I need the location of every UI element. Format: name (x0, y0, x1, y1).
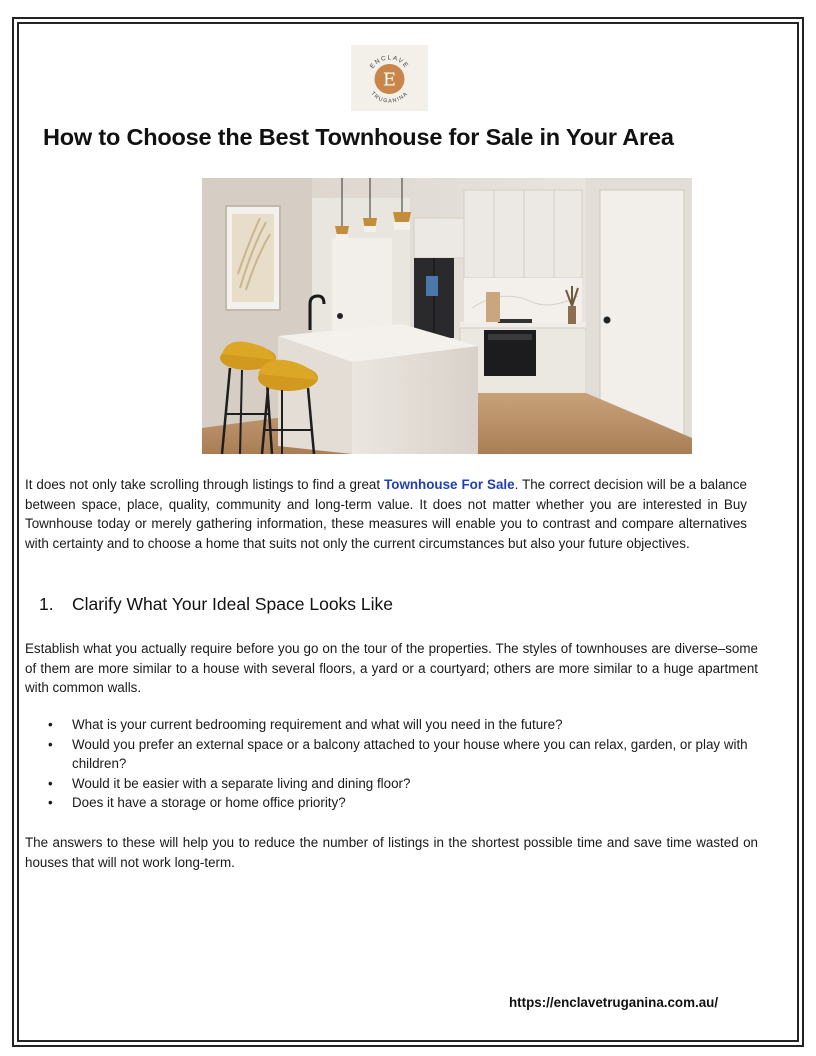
bullet-icon: • (48, 717, 53, 732)
list-item-text: Would you prefer an external space or a balcony attached to your house where you can relax, garden, or play with children? (72, 736, 748, 772)
intro-paragraph (25, 475, 747, 553)
intro-text-end: . The correct decision will be a balance between space, place, quality, community and long-term value. It does not matter whether you are interested in Buy Townhouse today or merely gathering information, these measures will enable you to contrast and compare alternatives with certainty and to choose a home that suits not only the current circumstances but also your future objectives. (25, 477, 747, 551)
footer-url-link[interactable]: https://enclavetruganina.com.au/ (509, 995, 719, 1010)
list-item-text: Would it be easier with a separate living and dining floor? (72, 775, 411, 791)
section-1-number: 1. (39, 594, 54, 614)
intro-text-start: It does not only take scrolling through listings to find a great (25, 477, 385, 492)
section-1-heading (39, 594, 393, 615)
kitchen-photo (202, 178, 692, 454)
logo-bottom-text: TRUGANINA (369, 90, 410, 105)
page-title: How to Choose the Best Townhouse for Sale in Your Area (43, 124, 674, 150)
logo-letter: E (382, 69, 397, 91)
list-item (48, 774, 768, 794)
enclave-truganina-logo (351, 45, 428, 111)
bullet-icon: • (48, 795, 53, 811)
list-item-text: What is your current bedrooming requirement and what will you need in the future? (72, 717, 563, 732)
section-1-heading-text: Clarify What Your Ideal Space Looks Like (72, 594, 394, 614)
bullet-icon: • (48, 775, 53, 791)
list-item (48, 793, 768, 813)
section-1-paragraph: Establish what you actually require before you go on the tour of the properties. The styles of townhouses are diverse–some of them are more similar to a house with several floors, a yard or a courtyard; others are more similar to a huge apartment with common walls. (25, 641, 758, 696)
bullet-icon: • (48, 736, 53, 752)
logo-top-text: ENCLAVE (368, 54, 411, 71)
list-item (48, 715, 768, 735)
list-item (48, 735, 768, 774)
closing-paragraph: The answers to these will help you to reduce the number of listings in the shortest possible time and save time wasted on houses that will not work long-term. (25, 835, 758, 870)
list-item-text: Does it have a storage or home office priority? (72, 795, 346, 811)
requirements-list (48, 715, 768, 813)
townhouse-for-sale-link[interactable]: Townhouse For Sale (384, 477, 515, 492)
